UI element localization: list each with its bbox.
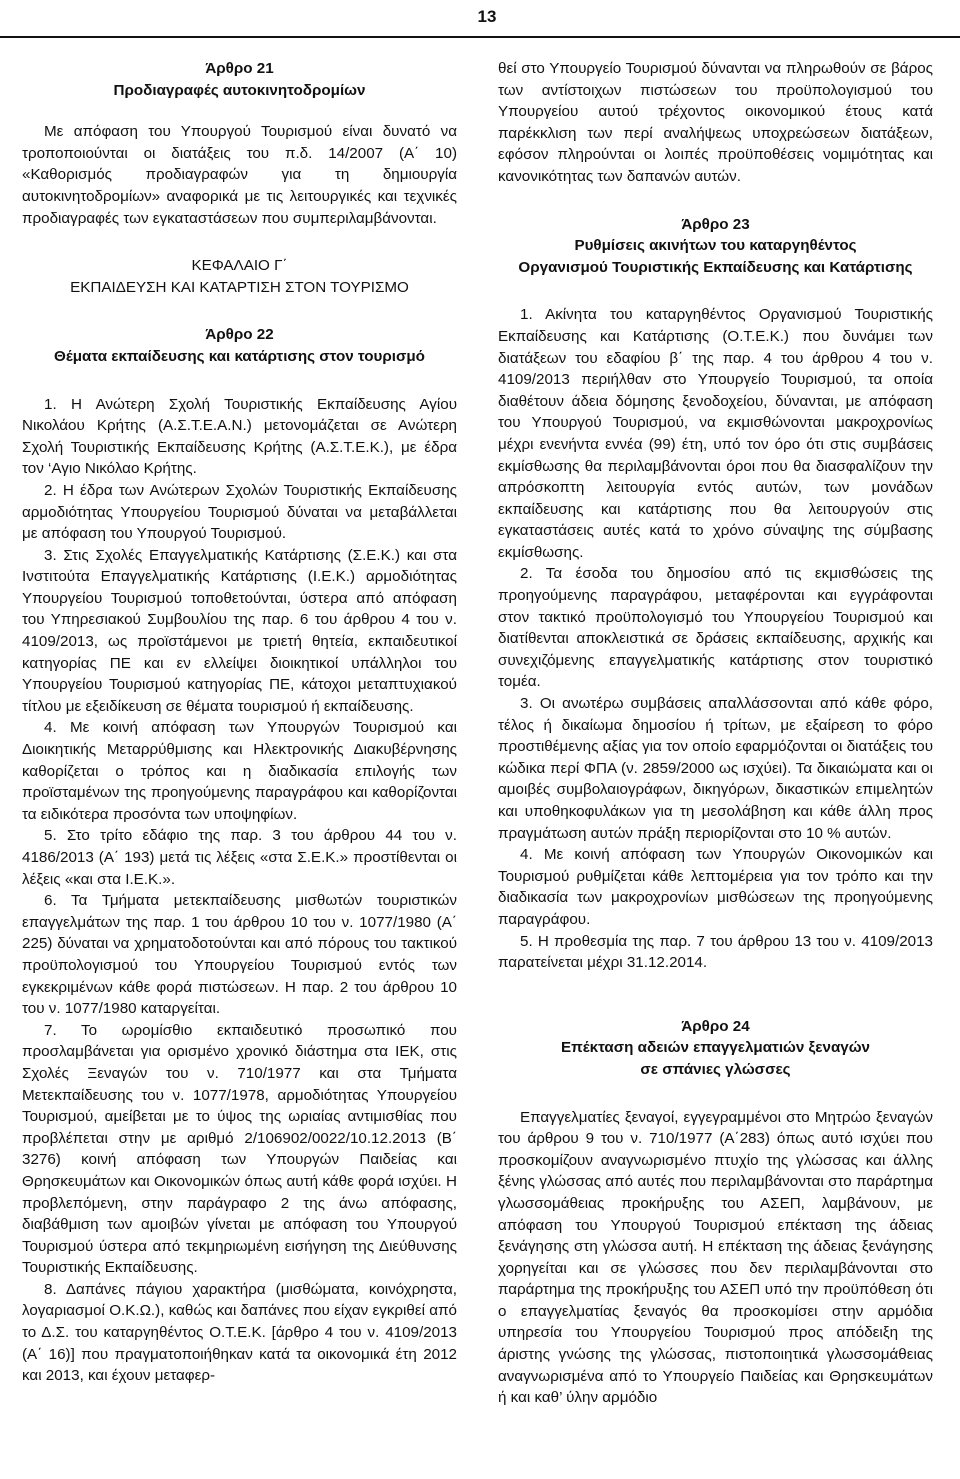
article-24-subtitle: σε σπάνιες γλώσσες (640, 1060, 791, 1078)
article-22-paragraph: 3. Στις Σχολές Επαγγελματικής Κατάρτισης (Σ.Ε.Κ.) και στα Ινστιτούτα Επαγγελματικής Κατάρτισης (Ι.Ε.Κ.) αρμοδιότητας Υπουργείου Τουρισμού τοποθετούνται, ύστερα από απόφαση του Υπηρεσιακού Συμβουλίου της παρ. 6 του άρθρου 4 του ν. 4109/2013, ως προϊστάμενοι με τριετή θητεία, εκπαιδευτικοί κατηγορίας ΠΕ και εν ελλείψει διοικητικοί υπάλληλοι του Υπουργείου Τουρισμού κατηγορίας ΠΕ, κάτοχοι μεταπτυχιακού τίτλου με εξειδίκευση σε θέματα τουρισμού ή εκπαίδευσης. (22, 546, 457, 715)
article-22-paragraph: 8. Δαπάνες πάγιου χαρακτήρα (μισθώματα, κοινόχρηστα, λογαριασμοί Ο.Κ.Ω.), καθώς και δαπάνες που είχαν εγκριθεί από το Δ.Σ. του καταργηθέντος Ο.Τ.Ε.Κ. [άρθρο 4 του ν. 4109/2013 (Α΄ 16)] που πραγματοποιήθηκαν κατά τα οικονομικά έτη 2012 και 2013, και έχουν μεταφερ- (22, 1280, 457, 1385)
article-22-paragraph: 4. Με κοινή απόφαση των Υπουργών Τουρισμού και Διοικητικής Μεταρρύθμισης και Ηλεκτρονικής Διακυβέρνησης καθορίζεται ο τρόπος και η διαδικασία επιλογής των προϊσταμένων της προηγούμενης παραγράφου και καθορίζονται τα ειδικότερα προσόντα των υποψηφίων. (22, 719, 457, 823)
article-23-paragraph: 1. Ακίνητα του καταργηθέντος Οργανισμού Τουριστικής Εκπαίδευσης και Κατάρτισης (Ο.Τ.Ε.Κ.) που δυνάμει των διατάξεων του εδαφίου β΄ της παρ. 4 του άρθρου 4 του ν. 4109/2013 περιήλθαν στο Υπουργείο Τουρισμού, τα οποία διαθέτουν άδεια δόμησης ξενοδοχείου, δύνανται, με απόφαση του Υπουργού Τουρισμού, να εκμισθώνονται μακροχρονίως μέχρι ενενήντα εννέα (99) έτη, υπό τον όρο ότι στις συμβάσεις εκμίσθωσης θα περιλαμβάνονται όροι που θα διασφαλίζουν την απρόσκοπτη λειτουργία εντός αυτών, των μονάδων εκπαίδευσης και κατάρτισης που θα λειτουργούν στις εγκαταστάσεις αυτές κατά το χρόνο σύναψης της σύμβασης εκμίσθωσης. (498, 306, 933, 561)
article-24-text: Επαγγελματίες ξεναγοί, εγγεγραμμένοι στο Μητρώο ξεναγών του άρθρου 9 του ν. 710/1977 (Α΄283) όπως αυτό ισχύει που προσκομίζουν αναγνωρισμένο πτυχίο της γλώσσας και άλλης ξένης γλώσσας από αυτές που περιλαμβάνονται στο παράρτημα γλωσσομάθειας προκήρυξης του ΑΣΕΠ, λαμβάνουν, με απόφαση του Υπουργού Τουρισμού επέκταση της άδειας ξενάγησης στη γλώσσα αυτή. Η επέκταση της άδειας ξενάγησης χορηγείται και σε γλώσσες που δεν περιλαμβάνονται στο παράρτημα της προκήρυξης του ΑΣΕΠ υπό την προϋπόθεση ότι ο επαγγελματίας ξεναγός θα προσκομίσει στην αρμόδια υπηρεσία του Υπουργείου Τουρισμού προς απόδειξη της άριστης γνώσης της γλώσσας, πιστοποιητικά γλωσσομάθειας αναγνωρισμένα από το Υπουργείο Παιδείας και Θρησκευμάτων ή και καθ’ ύλην αρμόδιο (498, 1108, 933, 1407)
article-22-paragraph: 5. Στο τρίτο εδάφιο της παρ. 3 του άρθρου 44 του ν. 4186/2013 (Α΄ 193) μετά τις λέξεις «στα Σ.Ε.Κ.» προστίθενται οι λέξεις «και στα Ι.Ε.Κ.». (22, 827, 457, 888)
article-23-subtitle: Οργανισμού Τουριστικής Εκπαίδευσης και Κατάρτισης (518, 258, 913, 276)
chapter-title: ΚΕΦΑΛΑΙΟ Γ΄ (191, 257, 288, 275)
article-22-paragraph: 6. Τα Τμήματα μετεκπαίδευσης μισθωτών τουριστικών επαγγελμάτων της παρ. 1 του άρθρου 10 του ν. 1077/1980 (Α΄ 225) δύναται να χρηματοδοτούνται και από πόρους του τακτικού προϋπολογισμού του Υπουργείου Τουρισμού εντός των εγκεκριμένων κάθε φορά πιστώσεων. Η παρ. 2 του άρθρου 10 του ν. 1077/1980 καταργείται. (22, 892, 457, 1018)
article-24-heading (498, 1016, 933, 1081)
article-22-paragraph: 2. Η έδρα των Ανώτερων Σχολών Τουριστικής Εκπαίδευσης αρμοδιότητας Υπουργείου Τουρισμού δύναται να μεταβάλλεται με απόφαση του Υπουργού Τουρισμού. (22, 481, 457, 543)
article-22-paragraph: 1. Η Ανώτερη Σχολή Τουριστικής Εκπαίδευσης Αγίου Νικολάου Κρήτης (Α.Σ.Τ.Ε.Α.Ν.) μετονομάζεται σε Ανώτερη Σχολή Τουριστικής Εκπαίδευσης Κρήτης (Α.Σ.Τ.Ε.Κ.), με έδρα τον ‘Αγιο Νικόλαο Κρήτης. (22, 395, 457, 478)
article-23-paragraph: 3. Οι ανωτέρω συμβάσεις απαλλάσσονται από κάθε φόρο, τέλος ή δικαίωμα δημοσίου ή τρίτων, με εξαίρεση το φόρο προστιθέμενης αξίας για τον οποίο εφαρμόζονται οι διατάξεις του κώδικα περί ΦΠΑ (ν. 2859/2000 ως ισχύει). Τα δικαιώματα και οι αμοιβές συμβολαιογράφων, δικηγόρων, δικαστικών επιμελητών και υποθηκοφυλάκων για τη μεσολάβηση και κάθε άλλη προς πραγμάτωση αυτών πράξη περιορίζονται στο 10 % αυτών. (498, 695, 933, 842)
article-22-paragraph: 7. Το ωρομίσθιο εκπαιδευτικό προσωπικό που προσλαμβάνεται για ορισμένο χρονικό διάστημα στα ΙΕΚ, στις Σχολές Ξεναγών του ν. 710/1977 και στα Τμήματα Μετεκπαίδευσης του ν. 1077/1978, αρμοδιότητας Υπουργείου Τουρισμού, αμείβεται με το ύψος της ωριαίας αντιμισθίας που προβλέπεται στην με αριθμό 2/106902/0022/10.12.2013 (Β΄ 3276) κοινή απόφαση των Υπουργών Παιδείας και Θρησκευμάτων και Οικονομικών όπως αυτή κάθε φορά ισχύει. Η προβλεπόμενη, στην παράγραφο 2 της άνω απόφασης, διαβάθμιση των αμοιβών γίνεται με απόφαση του Υπουργού Τουρισμού ύστερα από τεκμηριωμένη εισήγηση της Διεύθυνσης Τουριστικής Εκπαίδευσης. (22, 1021, 457, 1277)
chapter-heading (22, 255, 457, 298)
article-21-heading (22, 58, 457, 101)
left-column (22, 58, 457, 1387)
right-column (498, 58, 933, 1409)
article-24-title: Άρθρο 24 (681, 1017, 750, 1035)
article-23-paragraph: 2. Τα έσοδα του δημοσίου από τις εκμισθώσεις της προηγούμενης παραγράφου, μεταφέρονται και εγγράφονται στον τακτικό προϋπολογισμό του Υπουργείου Τουρισμού και διατίθενται αποκλειστικά σε δράσεις εκπαίδευσης, αρχικής και συνεχιζόμενης επαγγελματικής κατάρτισης στον τουριστικό τομέα. (498, 565, 933, 691)
continuation-text: θεί στο Υπουργείο Τουρισμού δύνανται να πληρωθούν σε βάρος των αντίστοιχων πιστώσεων του προϋπολογισμού του Υπουργείου αυτού τρέχοντος οικονομικού έτους κατά παρέκκλιση των περί αναλήψεως υποχρεώσεων διατάξεων, εφόσον πληρούνται οι λοιπές προϋποθέσεις νομιμότητας και κανονικότητας των δαπανών αυτών. (498, 60, 933, 185)
article-22-subtitle: Θέματα εκπαίδευσης και κατάρτισης στον τουρισμό (54, 347, 425, 365)
article-23-subtitle: Ρυθμίσεις ακινήτων του καταργηθέντος (574, 237, 857, 255)
page-number: 13 (0, 0, 960, 38)
article-21-subtitle: Προδιαγραφές αυτοκινητοδρομίων (113, 81, 366, 99)
article-24-subtitle: Επέκταση αδειών επαγγελματιών ξεναγών (560, 1039, 871, 1057)
article-23-heading (498, 214, 933, 279)
article-21-text: Με απόφαση του Υπουργού Τουρισμού είναι δυνατό να τροποποιούνται οι διατάξεις του π.δ. 14/2007 (Α΄ 10) «Καθορισμός προδιαγραφών για τη δημιουργία αυτοκινητοδρομίων» αναφορικά με τις λειτουργικές και τεχνικές προδιαγραφές των εγκαταστάσεων που συμπεριλαμβάνονται. (22, 123, 457, 227)
article-22-heading (22, 324, 457, 367)
article-23-paragraph: 5. Η προθεσμία της παρ. 7 του άρθρου 13 του ν. 4109/2013 παρατείνεται μέχρι 31.12.2014. (498, 932, 933, 972)
article-21-title: Άρθρο 21 (205, 60, 274, 77)
article-23-title: Άρθρο 23 (681, 215, 750, 233)
article-23-paragraph: 4. Με κοινή απόφαση των Υπουργών Οικονομικών και Τουρισμού ρυθμίζεται κάθε λεπτομέρεια για τον τρόπο και την διαδικασία των μακροχρονίων μισθώσεων της προηγούμενης παραγράφου. (498, 846, 933, 928)
article-22-title: Άρθρο 22 (205, 326, 274, 344)
chapter-subtitle: ΕΚΠΑΙΔΕΥΣΗ ΚΑΙ ΚΑΤΑΡΤΙΣΗ ΣΤΟΝ ΤΟΥΡΙΣΜΟ (70, 278, 409, 296)
